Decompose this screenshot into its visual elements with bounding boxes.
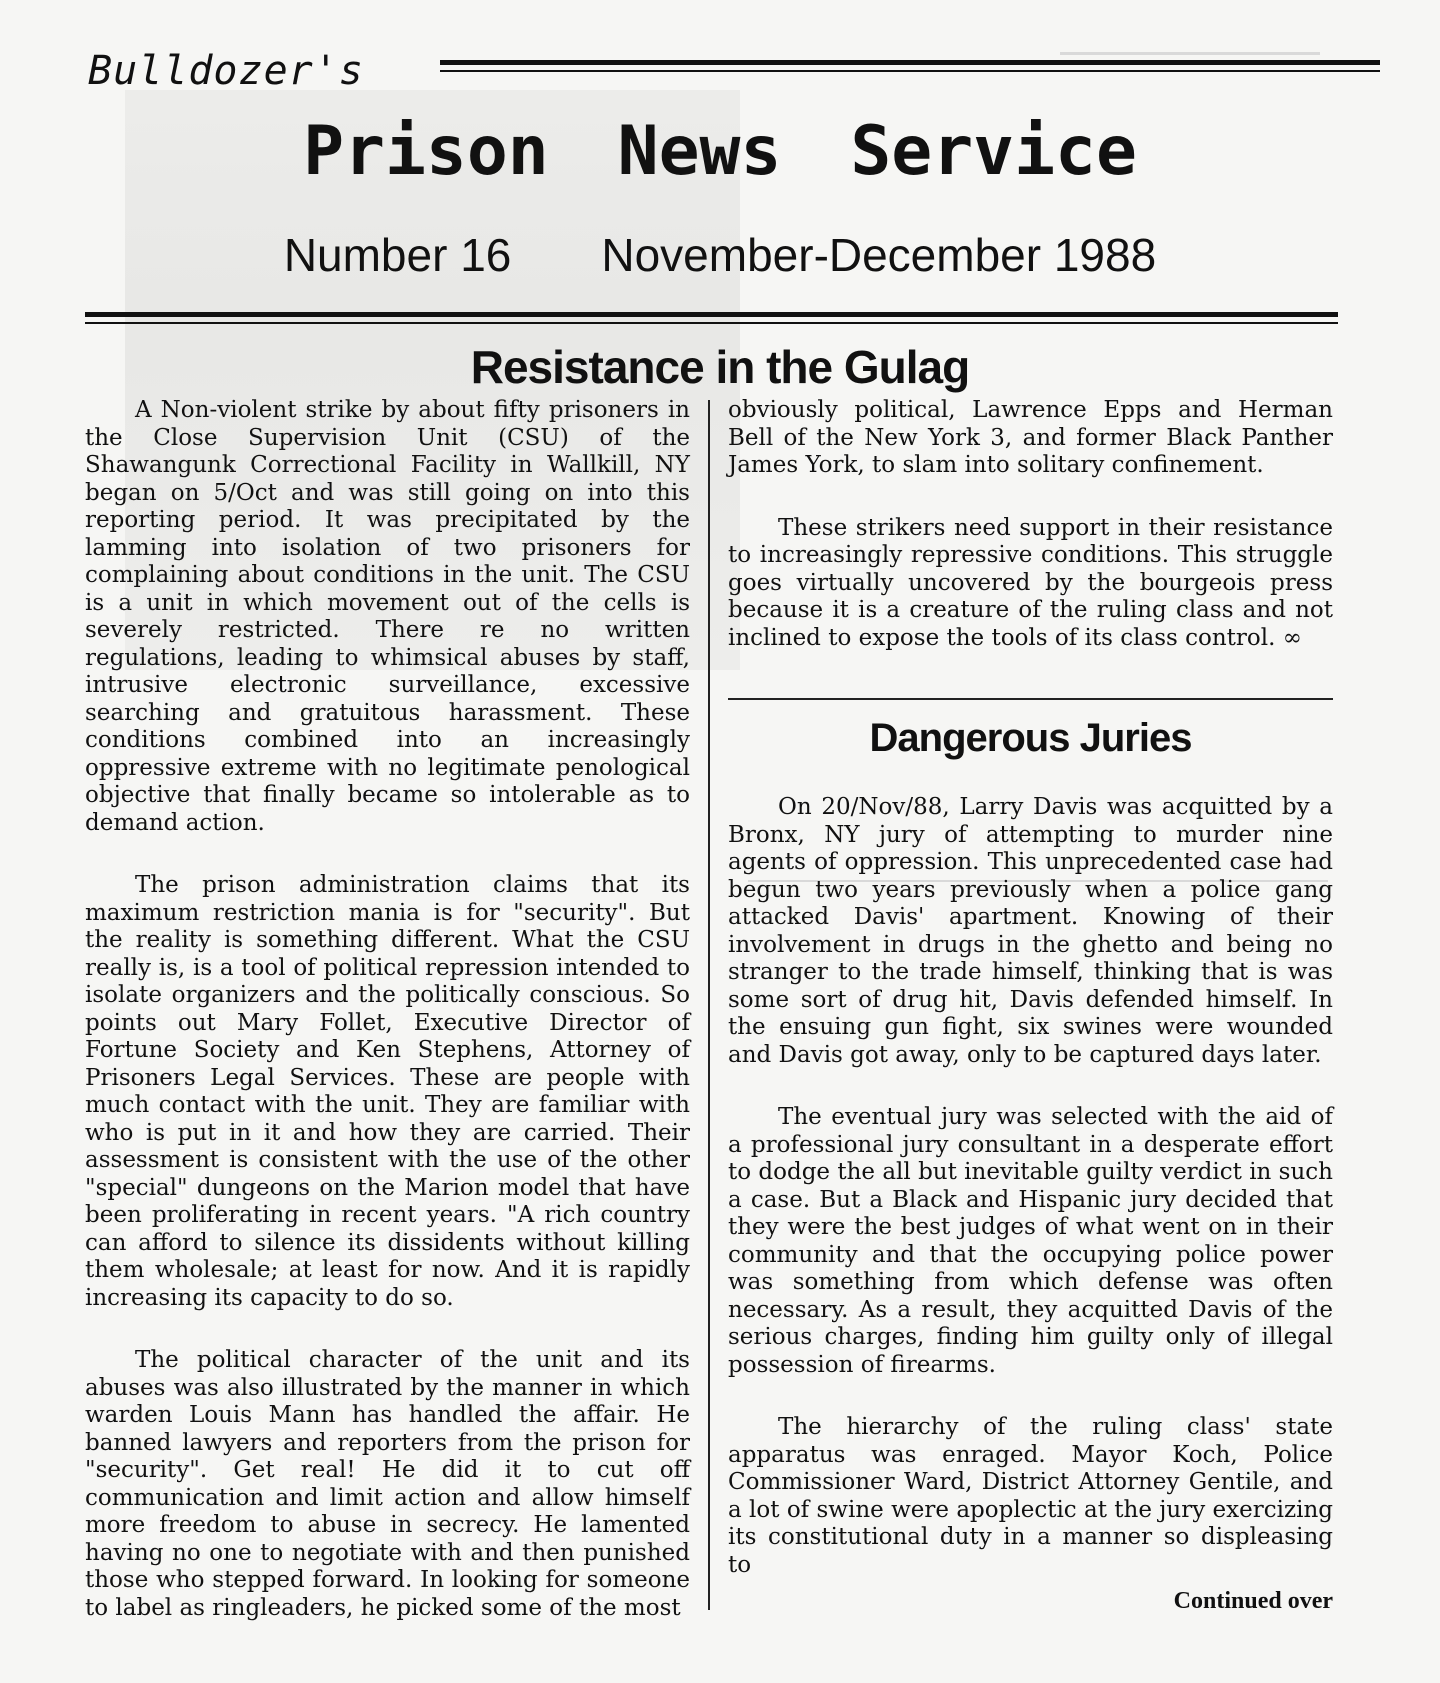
publication-title: Prison News Service bbox=[303, 112, 1137, 191]
article-paragraph: obviously political, Lawrence Epps and Herman Bell of the New York 3, and former Black Panther James York, to slam into solitary confinement. bbox=[728, 397, 1333, 478]
article-paragraph: A Non-violent strike by about fifty prisoners in the Close Supervision Unit (CSU) of the Shawangunk Correctional Facility in Wallkill, NY began on 5/Oct and was still going on into this reporting period. It was precipitated by the lamming into isolation of two prisoners for complaining about conditions in the unit. The CSU is a unit in which movement out of the cells is severely restricted. There re no written regulations, leading to whimsical abuses by staff, intrusive electronic surveillance, excessive searching and gratuitous harassment. These conditions combined into an increasingly oppressive extreme with no legitimate penological objective that finally became so intolerable as to demand action. bbox=[85, 397, 690, 836]
left-column bbox=[85, 397, 690, 1657]
column-divider bbox=[708, 400, 710, 1610]
masthead-rule bbox=[440, 60, 1380, 65]
section-divider bbox=[728, 698, 1333, 700]
masthead-rule bbox=[440, 70, 1380, 72]
article-paragraph: These strikers need support in their resistance to increasingly repressive conditions. This struggle goes virtually uncovered by the bourgeois press because it is a creature of the ruling class and not inclined to expose the tools of its class control. ∞ bbox=[728, 514, 1333, 651]
right-column-bottom bbox=[728, 794, 1333, 1614]
right-column-top bbox=[728, 397, 1333, 687]
section-headline: Dangerous Juries bbox=[869, 716, 1192, 760]
header-rule bbox=[85, 322, 1338, 324]
issue-date: November-December 1988 bbox=[601, 229, 1157, 281]
article-headline: Resistance in the Gulag bbox=[470, 341, 970, 393]
bleed-through-rule bbox=[1060, 52, 1320, 55]
continued-note: Continued over bbox=[1173, 1588, 1333, 1614]
header-rule bbox=[85, 312, 1338, 317]
article-paragraph: The political character of the unit and its abuses was also illustrated by the manner in which warden Louis Mann has handled the affair. He banned lawyers and reporters from the prison for "security". Get real! He did it to cut off communication and limit action and allow himself more freedom to abuse in secrecy. He lamented having no one to negotiate with and then punished those who stepped forward. In looking for someone to label as ringleaders, he picked some of the most bbox=[85, 1347, 690, 1621]
article-paragraph: The eventual jury was selected with the aid of a professional jury consultant in a desperate effort to dodge the all but inevitable guilty verdict in such a case. But a Black and Hispanic jury decided that they were the best judges of what went on in their community and that the occupying police power was something from which defense was often necessary. As a result, they acquitted Davis of the serious charges, finding him guilty only of illegal possession of firearms. bbox=[728, 1104, 1333, 1378]
article-paragraph: The hierarchy of the ruling class' state apparatus was enraged. Mayor Koch, Police Commissioner Ward, District Attorney Gentile, and a lot of swine were apoplectic at the jury exercizing its constitutional duty in a manner so displeasing to bbox=[728, 1414, 1333, 1578]
publisher-name: Bulldozer's bbox=[88, 48, 364, 94]
issue-number: Number 16 bbox=[283, 229, 512, 281]
article-paragraph: The prison administration claims that its maximum restriction mania is for "security". But the reality is something different. What the CSU really is, is a tool of political repression intended to isolate organizers and the politically conscious. So points out Mary Follet, Executive Director of Fortune Society and Ken Stephens, Attorney of Prisoners Legal Services. These are people with much contact with the unit. They are familiar with who is put in it and how they are carried. Their assessment is consistent with the use of the other "special" dungeons on the Marion model that have been proliferating in recent years. "A rich country can afford to silence its dissidents without killing them wholesale; at least for now. And it is rapidly increasing its capacity to do so. bbox=[85, 872, 690, 1311]
issue-line bbox=[0, 228, 1440, 282]
article-paragraph: On 20/Nov/88, Larry Davis was acquitted by a Bronx, NY jury of attempting to murder nine agents of oppression. This unprecedented case had begun two years previously when a police gang attacked Davis' apartment. Knowing of their involvement in drugs in the ghetto and being no stranger to the trade himself, thinking that is was some sort of drug hit, Davis defended himself. In the ensuing gun fight, six swines were wounded and Davis got away, only to be captured days later. bbox=[728, 794, 1333, 1068]
